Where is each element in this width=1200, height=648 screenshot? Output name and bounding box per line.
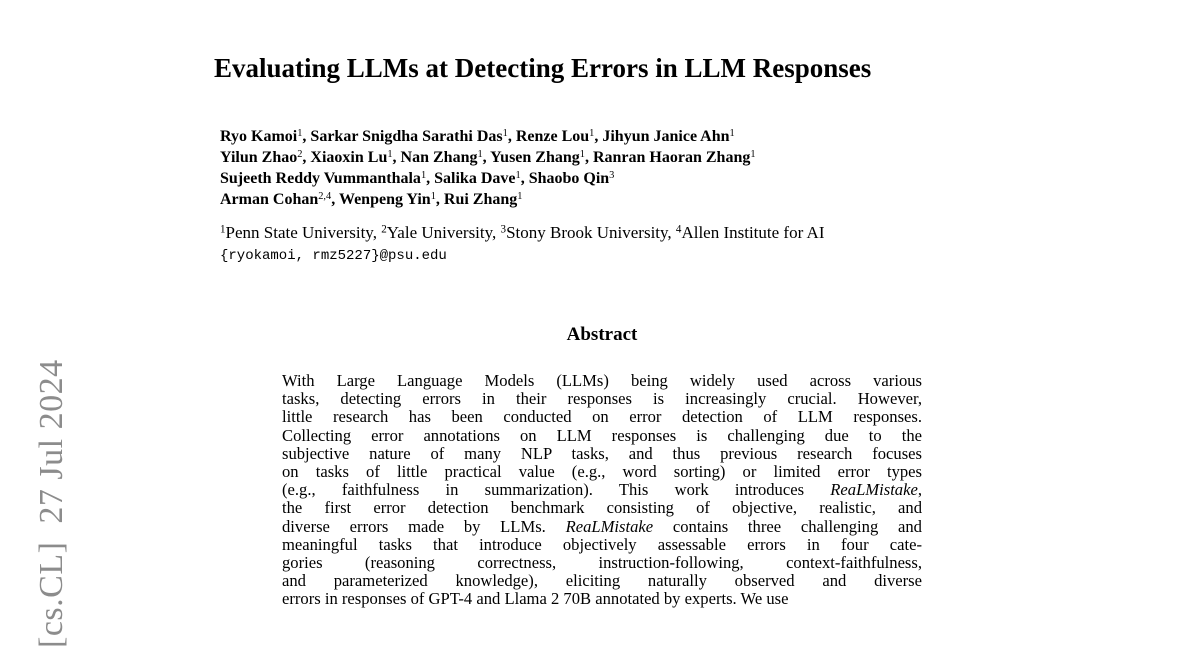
affiliation-name: Yale University [386,223,493,242]
author-name: Arman Cohan [220,191,319,208]
abstract-text: gories (reasoning correctness, instruction-following, context-faithfulness, [282,553,922,573]
author-name: Sujeeth Reddy Vummanthala [220,170,421,187]
arxiv-identifier-stamp [32,318,72,648]
author-separator: , [435,191,444,208]
abstract-text: With Large Language Models (LLMs) being widely used across various [282,371,922,390]
abstract-line [282,518,922,536]
author-list [220,126,1120,210]
abstract-text: little research has been conducted on error detection of LLM responses. [282,407,922,427]
author-affiliation-mark: 1 [589,127,595,139]
author-affiliation-mark: 1 [430,190,436,202]
abstract-text: , [917,480,922,500]
affiliation-mark: 3 [500,223,507,236]
author-affiliation-mark: 1 [515,169,521,181]
author-affiliation-mark: 1 [297,127,303,139]
affiliation-name: Allen Institute for AI [681,223,825,242]
abstract-text: (e.g., faithfulness in summarization). This work introduces [282,480,831,500]
abstract-line [282,372,922,390]
abstract-line [282,536,922,554]
contact-email: {ryokamoi, rmz5227}@psu.edu [220,248,447,264]
affiliation-name: Penn State University [225,223,373,242]
abstract-line [282,463,922,481]
author-separator: , [302,128,311,145]
affiliation-separator: , [492,223,501,242]
abstract-line [282,427,922,445]
author-name: Wenpeng Yin [338,191,431,208]
abstract-text: subjective nature of many NLP tasks, and thus previous research focuses [282,443,922,463]
abstract-text: tasks, detecting errors in their responses is increasingly crucial. However, [282,389,922,409]
affiliation-name: Stony Brook University [506,223,668,242]
abstract-line [282,590,922,608]
author-separator: , [520,170,529,187]
abstract-line [282,481,922,499]
author-separator: , [392,149,401,166]
author-line [220,168,1120,189]
affiliation-mark: 2 [381,223,387,236]
affiliation-mark: 1 [220,223,226,236]
paper-title: Evaluating LLMs at Detecting Errors in LLM Responses [214,53,872,83]
author-separator: , [584,149,593,166]
author-name: Ranran Haoran Zhang [592,149,751,166]
abstract-text: contains three challenging and [653,516,922,536]
author-name: Salika Dave [434,170,516,187]
author-affiliation-mark: 1 [477,148,483,160]
abstract-line [282,499,922,517]
abstract-text: meaningful tasks that introduce objectively assessable errors in four cate- [282,534,922,554]
affiliation-separator: , [667,223,676,242]
author-separator: , [594,128,603,145]
abstract-text: and parameterized knowledge), eliciting naturally observed and diverse [282,571,922,591]
author-line [220,126,1120,147]
arxiv-date: 27 Jul 2024 [33,359,70,524]
author-separator: , [331,191,339,208]
abstract-line [282,554,922,572]
abstract-text: errors in responses of GPT-4 and Llama 2 70B annotated by experts. We use [282,589,789,609]
author-separator: , [426,170,435,187]
author-name: Yilun Zhao [220,149,298,166]
author-affiliation-mark: 3 [609,169,615,181]
benchmark-name: ReaLMistake [565,516,654,536]
benchmark-name: ReaLMistake [830,480,918,500]
author-affiliation-mark: 1 [420,169,427,181]
abstract-body [282,372,922,609]
author-name: Nan Zhang [400,149,478,166]
author-separator: , [482,149,491,166]
author-name: Xiaoxin Lu [310,149,388,166]
author-affiliation-mark: 1 [729,127,735,139]
author-affiliation-mark: 2 [297,148,303,160]
author-affiliation-mark: 1 [750,148,756,160]
abstract-line [282,445,922,463]
author-name: Shaobo Qin [528,170,610,187]
author-name: Ryo Kamoi [220,128,298,145]
author-name: Rui Zhang [443,191,518,208]
abstract-line [282,390,922,408]
author-affiliation-mark: 1 [502,127,508,139]
affiliations [220,222,1120,244]
abstract-text: the first error detection benchmark consisting of objective, realistic, and [282,498,922,518]
abstract-line [282,572,922,590]
author-separator: , [507,128,516,145]
abstract-text: diverse errors made by LLMs. [282,516,566,536]
author-separator: , [302,149,311,166]
affiliation-separator: , [372,223,382,242]
affiliation-mark: 4 [675,223,682,236]
arxiv-category: [cs.CL] [33,541,70,648]
author-affiliation-mark: 1 [579,148,585,160]
author-line [220,189,1120,210]
author-affiliation-mark: 1 [387,148,393,160]
author-affiliation-mark: 1 [517,190,523,202]
abstract-text: Collecting error annotations on LLM responses is challenging due to the [282,425,922,445]
abstract-heading: Abstract [566,324,638,345]
author-line [220,147,1120,168]
author-name: Yusen Zhang [490,149,580,166]
author-affiliation-mark: 2,4 [318,190,332,202]
author-name: Sarkar Snigdha Sarathi Das [310,128,503,145]
abstract-text: on tasks of little practical value (e.g., word sorting) or limited error types [282,462,922,482]
author-name: Jihyun Janice Ahn [602,128,730,145]
author-name: Renze Lou [515,128,590,145]
abstract-line [282,408,922,426]
